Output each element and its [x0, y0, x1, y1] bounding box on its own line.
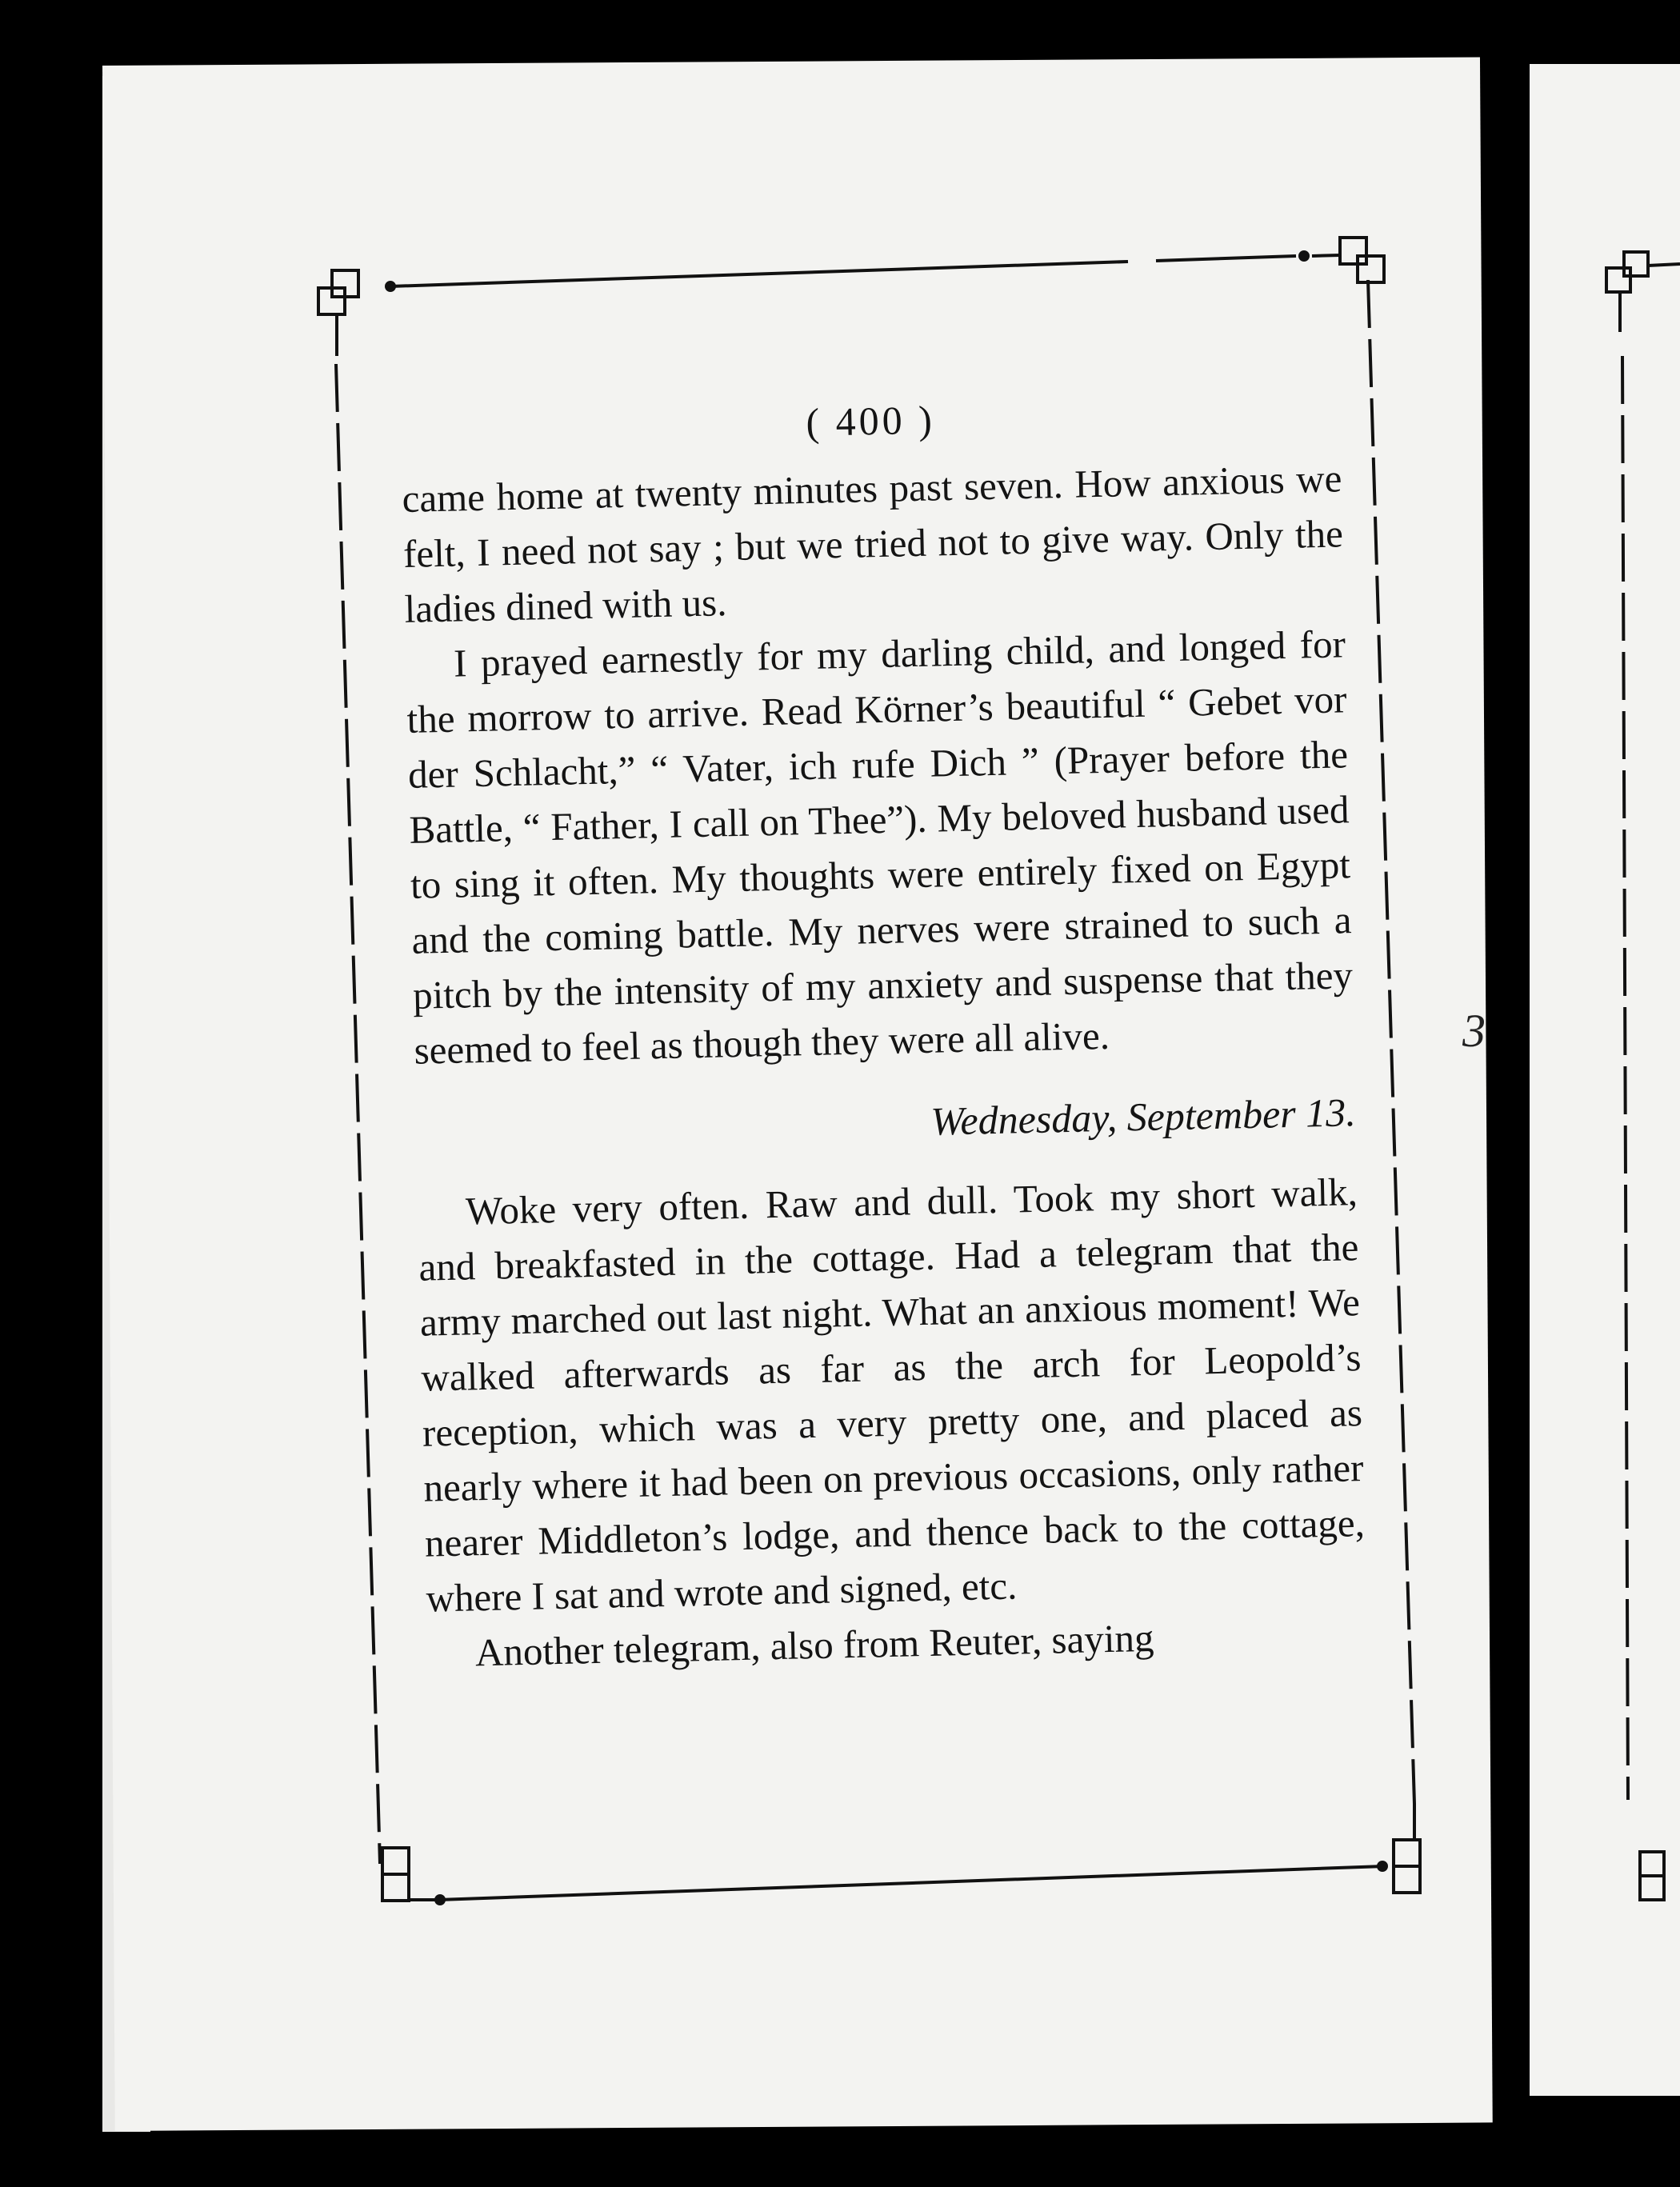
corner-ornament-top-left	[318, 270, 394, 356]
next-page-border-left	[1622, 356, 1628, 1800]
next-page-ornament-bottom	[1640, 1852, 1664, 1900]
paragraph: Another telegram, also from Reuter, saying	[474, 1615, 1154, 1675]
paragraph: I prayed earnestly for my darling child, and longed for the morrow to arrive. Read Körner’s beautiful “ Gebet vor der Schlacht,” “ Vater, ich rufe Dich ” (Prayer before the Battle, “ Father, I call on Thee”). My beloved husband used to sing it often. My thoughts were entirely fixed on Egypt and the coming battle. My nerves were strained to such a pitch by the intensity of my anxiety and suspense that they seemed to feel as though they were all alive.	[406, 622, 1354, 1073]
border-right-line	[1368, 280, 1414, 1804]
paragraph: came home at twenty minutes past seven. How anxious we felt, I need not say ; but we tried not to give way. Only the ladies dined with us.	[401, 456, 1344, 631]
corner-ornament-bottom-left	[382, 1848, 444, 1904]
border-top-line	[390, 262, 1128, 286]
next-page-ornament-top	[1606, 252, 1680, 332]
border-top-line-segment	[1156, 256, 1296, 261]
margin-pencil-mark: 3	[1462, 1005, 1486, 1057]
diary-date-heading: Wednesday, September 13.	[930, 1090, 1357, 1144]
corner-ornament-top-right	[1300, 238, 1384, 282]
border-bottom-line	[438, 1866, 1384, 1900]
page-text-block	[400, 383, 1368, 1681]
border-left-line	[336, 364, 380, 1864]
paragraph: Woke very often. Raw and dull. Took my short walk, and breakfasted in the cottage. Had a telegram that the army marched out last night. What an anxious moment! We walked afterwards as far as the arch for Leopold’s reception, which was a very pretty one, and placed as nearly where it had been on previous occasions, only rather nearer Middleton’s lodge, and thence back to the cottage, where I sat and wrote and signed, etc.	[418, 1169, 1366, 1621]
page-number: ( 400 )	[805, 397, 936, 445]
corner-ornament-bottom-right	[1378, 1804, 1420, 1893]
